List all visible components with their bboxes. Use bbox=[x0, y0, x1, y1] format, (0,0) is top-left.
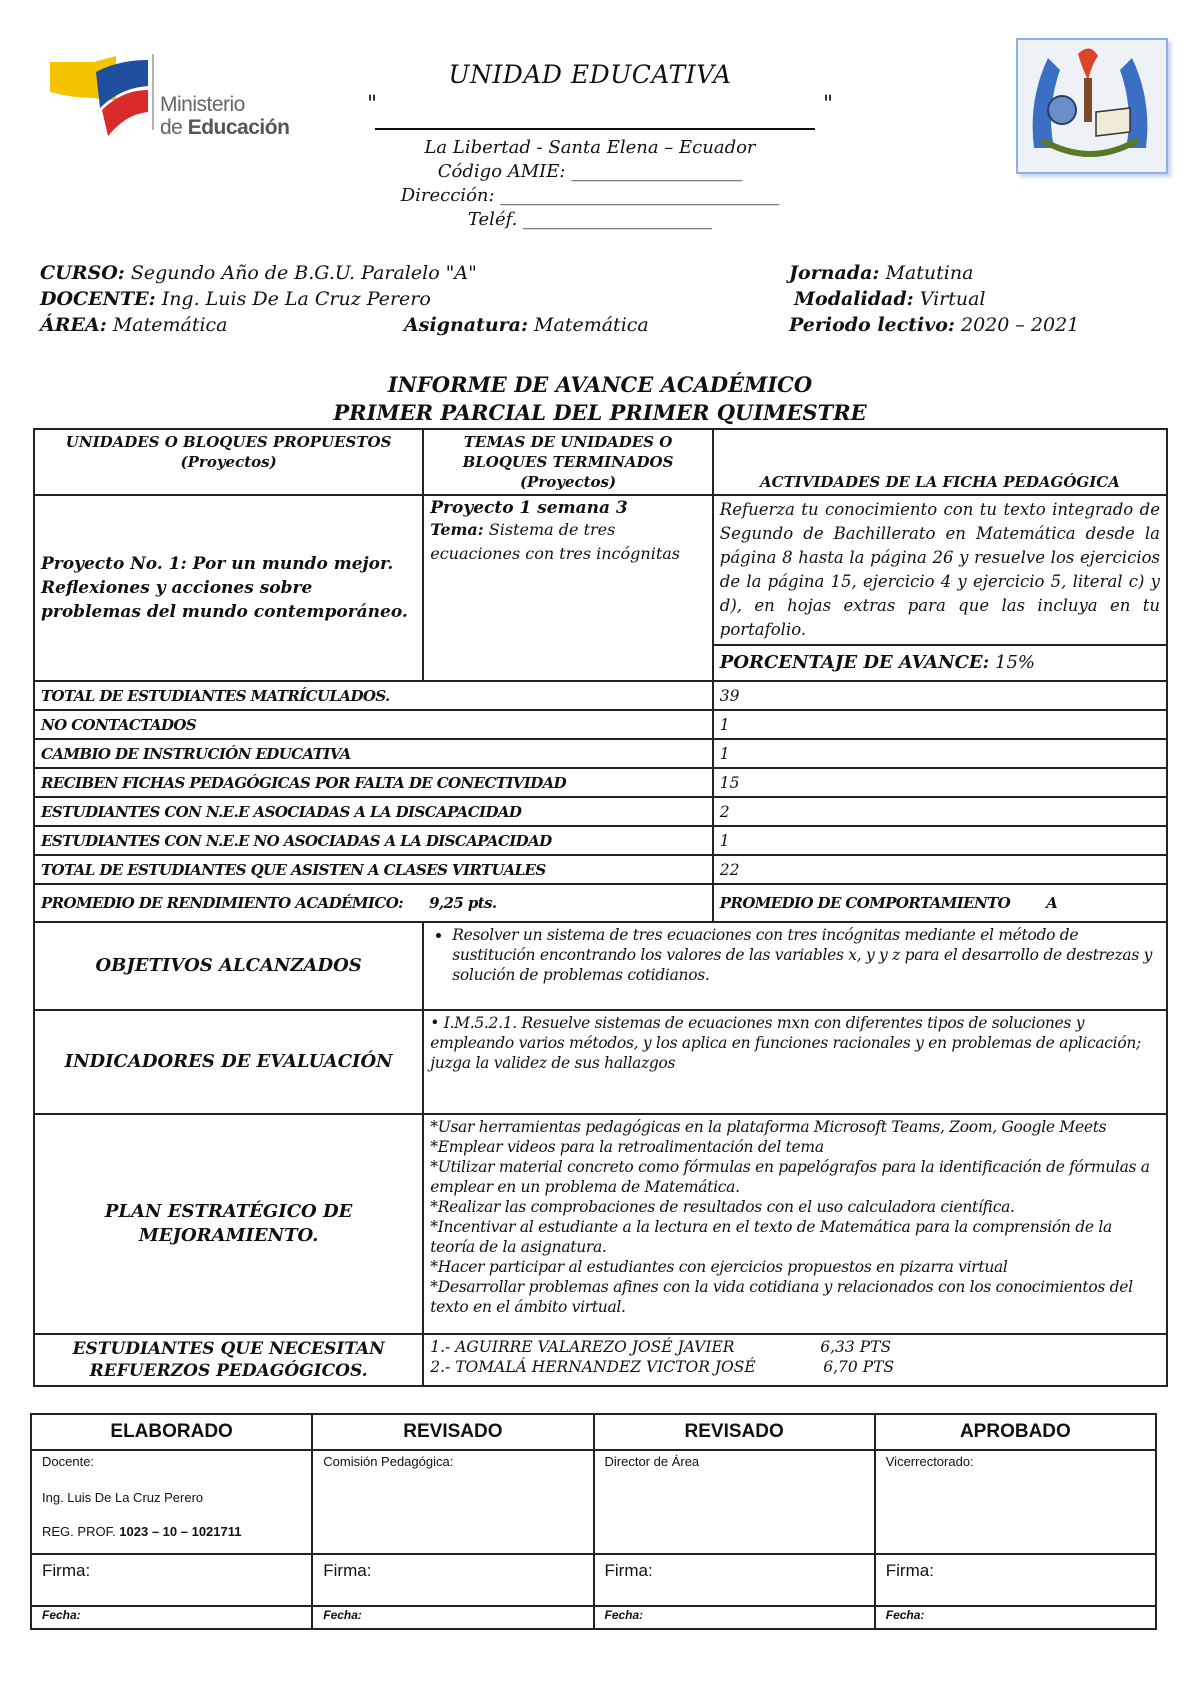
plan-item: *Desarrollar problemas afines con la vida cotidiana y relacionados con los conocimientos del texto en el ámbito virtual. bbox=[430, 1278, 1133, 1316]
comportamiento-label: PROMEDIO DE COMPORTAMIENTO bbox=[719, 894, 1011, 912]
ministerio-line1: Ministerio bbox=[160, 93, 245, 116]
indicadores-text: • I.M.5.2.1. Resuelve sistemas de ecuaciones mxn con diferentes tipos de soluciones y empleando varios métodos, y los aplica en funciones racionales y en problemas de aplicación; juzga la validez de sus hallazgos bbox=[423, 1010, 1167, 1114]
progress-label: PORCENTAJE DE AVANCE: bbox=[719, 652, 990, 673]
curso-line bbox=[40, 262, 477, 284]
rendimiento-cell bbox=[34, 884, 713, 922]
report-title: INFORME DE AVANCE ACADÉMICO bbox=[387, 372, 813, 397]
asignatura-label: Asignatura: bbox=[404, 314, 528, 336]
progress-value: 15% bbox=[995, 652, 1036, 673]
col-header-units: UNIDADES O BLOQUES PROPUESTOS (Proyectos) bbox=[34, 429, 423, 495]
signature-details bbox=[31, 1450, 312, 1554]
col-header-topics: TEMAS DE UNIDADES O BLOQUES TERMINADOS (Proyectos) bbox=[423, 429, 713, 495]
signature-details bbox=[594, 1450, 875, 1554]
area-label: ÁREA: bbox=[40, 314, 107, 336]
institution-name-line bbox=[375, 128, 815, 130]
plan-item: *Usar herramientas pedagógicas en la plataforma Microsoft Teams, Zoom, Google Meets bbox=[430, 1118, 1107, 1136]
signature-table bbox=[30, 1413, 1157, 1630]
docente-value: Ing. Luis De La Cruz Perero bbox=[161, 288, 431, 310]
indicadores-label: INDICADORES DE EVALUACIÓN bbox=[34, 1010, 423, 1114]
student-name: 2.- TOMALÁ HERNANDEZ VICTOR JOSÉ bbox=[430, 1358, 756, 1376]
stat-value: 1 bbox=[713, 710, 1167, 739]
tema-label: Tema: bbox=[430, 520, 484, 539]
week-label: Proyecto 1 semana 3 bbox=[430, 498, 628, 518]
ministerio-wordmark bbox=[160, 93, 289, 139]
modalidad-label: Modalidad: bbox=[794, 288, 914, 310]
stat-label: ESTUDIANTES CON N.E.E NO ASOCIADAS A LA DISCAPACIDAD bbox=[34, 826, 713, 855]
stat-value: 15 bbox=[713, 768, 1167, 797]
signature-role: Vicerrectorado: bbox=[885, 1454, 974, 1469]
amie-code: Código AMIE: ___________________ bbox=[437, 161, 743, 182]
unit-title: UNIDAD EDUCATIVA bbox=[448, 60, 732, 89]
phone: Teléf. _____________________ bbox=[467, 209, 713, 230]
fecha-field: Fecha: bbox=[312, 1606, 593, 1629]
student-row bbox=[430, 1337, 1160, 1357]
progress-cell bbox=[713, 645, 1167, 681]
modalidad-value: Virtual bbox=[919, 288, 986, 310]
fecha-field: Fecha: bbox=[875, 1606, 1156, 1629]
school-crest bbox=[1016, 38, 1168, 174]
student-score: 6,70 PTS bbox=[823, 1358, 895, 1376]
stat-value: 2 bbox=[713, 797, 1167, 826]
signature-role: Comisión Pedagógica: bbox=[323, 1454, 454, 1469]
report-table bbox=[33, 428, 1168, 1387]
periodo-value: 2020 – 2021 bbox=[960, 314, 1080, 336]
plan-item: *Hacer participar al estudiantes con ejercicios propuestos en pizarra virtual bbox=[430, 1258, 1008, 1276]
periodo-label: Periodo lectivo: bbox=[789, 314, 955, 336]
docente-line bbox=[40, 288, 431, 310]
ministerio-line2-prefix: de bbox=[160, 116, 183, 139]
stat-value: 39 bbox=[713, 681, 1167, 710]
jornada-label: Jornada: bbox=[789, 262, 880, 284]
plan-item: *Incentivar al estudiante a la lectura en el texto de Matemática para la comprensión de la teoría de la asignatura. bbox=[430, 1218, 1112, 1256]
plan-item: *Utilizar material concreto como fórmulas en papelógrafos para la identificación de fórmulas a emplear en un problema de Matemática. bbox=[430, 1158, 1150, 1196]
curso-value: Segundo Año de B.G.U. Paralelo "A" bbox=[130, 262, 477, 284]
quote-open: " bbox=[367, 92, 378, 117]
signature-details bbox=[312, 1450, 593, 1554]
address: Dirección: _______________________________ bbox=[400, 185, 780, 206]
stat-label: ESTUDIANTES CON N.E.E ASOCIADAS A LA DISCAPACIDAD bbox=[34, 797, 713, 826]
signature-col-title: REVISADO bbox=[594, 1414, 875, 1450]
student-row bbox=[430, 1357, 1160, 1377]
stat-label: TOTAL DE ESTUDIANTES QUE ASISTEN A CLASES VIRTUALES bbox=[34, 855, 713, 884]
jornada-line bbox=[789, 262, 973, 284]
signature-role: Director de Área bbox=[604, 1454, 700, 1469]
report-subtitle: PRIMER PARCIAL DEL PRIMER QUIMESTRE bbox=[333, 400, 867, 425]
signature-col-title: ELABORADO bbox=[31, 1414, 312, 1450]
plan-cell bbox=[423, 1114, 1167, 1334]
students-cell bbox=[423, 1334, 1167, 1386]
docente-label: DOCENTE: bbox=[40, 288, 156, 310]
ministerio-line2-strong: Educación bbox=[187, 116, 290, 139]
reg-number: 1023 – 10 – 1021711 bbox=[119, 1524, 242, 1539]
location: La Libertad - Santa Elena – Ecuador bbox=[424, 137, 756, 158]
plan-item: *Emplear videos para la retroalimentación del tema bbox=[430, 1138, 824, 1156]
firma-field: Firma: bbox=[875, 1554, 1156, 1606]
activity-cell: Refuerza tu conocimiento con tu texto integrado de Segundo de Bachillerato en Matemática desde la página 8 hasta la página 26 y resuelve los ejercicios de la página 15, ejercicio 4 y ejercicio 5, literal c) y d), en hojas extras para que las incluya en tu portafolio. bbox=[713, 495, 1167, 645]
quote-close: " bbox=[823, 92, 834, 117]
signature-role: Docente: bbox=[42, 1454, 95, 1469]
comportamiento-cell bbox=[713, 884, 1167, 922]
reg-prefix: REG. PROF. bbox=[42, 1524, 120, 1539]
stat-value: 22 bbox=[713, 855, 1167, 884]
jornada-value: Matutina bbox=[885, 262, 974, 284]
area-line bbox=[40, 314, 228, 336]
stat-value: 1 bbox=[713, 826, 1167, 855]
objetivos-cell bbox=[423, 922, 1167, 1010]
signature-details bbox=[875, 1450, 1156, 1554]
topic-cell bbox=[423, 495, 713, 681]
objetivos-label: OBJETIVOS ALCANZADOS bbox=[34, 922, 423, 1010]
modalidad-line bbox=[794, 288, 986, 310]
tema-value: Sistema de tres ecuaciones con tres incógnitas bbox=[430, 520, 680, 563]
curso-label: CURSO: bbox=[40, 262, 125, 284]
stat-value: 1 bbox=[713, 739, 1167, 768]
signature-reg bbox=[42, 1523, 301, 1541]
fecha-field: Fecha: bbox=[31, 1606, 312, 1629]
rendimiento-value: 9,25 pts. bbox=[429, 894, 497, 912]
student-score: 6,33 PTS bbox=[820, 1338, 892, 1356]
firma-field: Firma: bbox=[594, 1554, 875, 1606]
signature-col-title: APROBADO bbox=[875, 1414, 1156, 1450]
plan-label: PLAN ESTRATÉGICO DE MEJORAMIENTO. bbox=[34, 1114, 423, 1334]
plan-item: *Realizar las comprobaciones de resultados con el uso calculadora científica. bbox=[430, 1198, 1015, 1216]
objetivos-text: • Resolver un sistema de tres ecuaciones con tres incógnitas mediante el método de sustitución encontrando los valores de las variables x, y y z para el desarrollo de destrezas y solución de problemas cotidianos. bbox=[452, 925, 1160, 985]
stat-label: NO CONTACTADOS bbox=[34, 710, 713, 739]
stat-label: RECIBEN FICHAS PEDAGÓGICAS POR FALTA DE CONECTIVIDAD bbox=[34, 768, 713, 797]
area-value: Matemática bbox=[112, 314, 228, 336]
firma-field: Firma: bbox=[31, 1554, 312, 1606]
crest-emblem-icon bbox=[1018, 40, 1162, 168]
rendimiento-label: PROMEDIO DE RENDIMIENTO ACADÉMICO: bbox=[41, 894, 404, 912]
asignatura-value: Matemática bbox=[534, 314, 649, 336]
signature-name: Ing. Luis De La Cruz Perero bbox=[42, 1490, 204, 1505]
col-header-activities: ACTIVIDADES DE LA FICHA PEDAGÓGICA bbox=[713, 429, 1167, 495]
project-cell: Proyecto No. 1: Por un mundo mejor. Reflexiones y acciones sobre problemas del mundo contemporáneo. bbox=[34, 495, 423, 681]
signature-col-title: REVISADO bbox=[312, 1414, 593, 1450]
stat-label: TOTAL DE ESTUDIANTES MATRÍCULADOS. bbox=[34, 681, 713, 710]
firma-field: Firma: bbox=[312, 1554, 593, 1606]
stat-label: CAMBIO DE INSTRUCIÓN EDUCATIVA bbox=[34, 739, 713, 768]
refuerzo-label: ESTUDIANTES QUE NECESITAN REFUERZOS PEDAGÓGICOS. bbox=[34, 1334, 423, 1386]
periodo-line bbox=[789, 314, 1079, 336]
asignatura-line bbox=[404, 314, 649, 336]
student-name: 1.- AGUIRRE VALAREZO JOSÉ JAVIER bbox=[430, 1338, 735, 1356]
comportamiento-value: A bbox=[1046, 894, 1058, 912]
fecha-field: Fecha: bbox=[594, 1606, 875, 1629]
